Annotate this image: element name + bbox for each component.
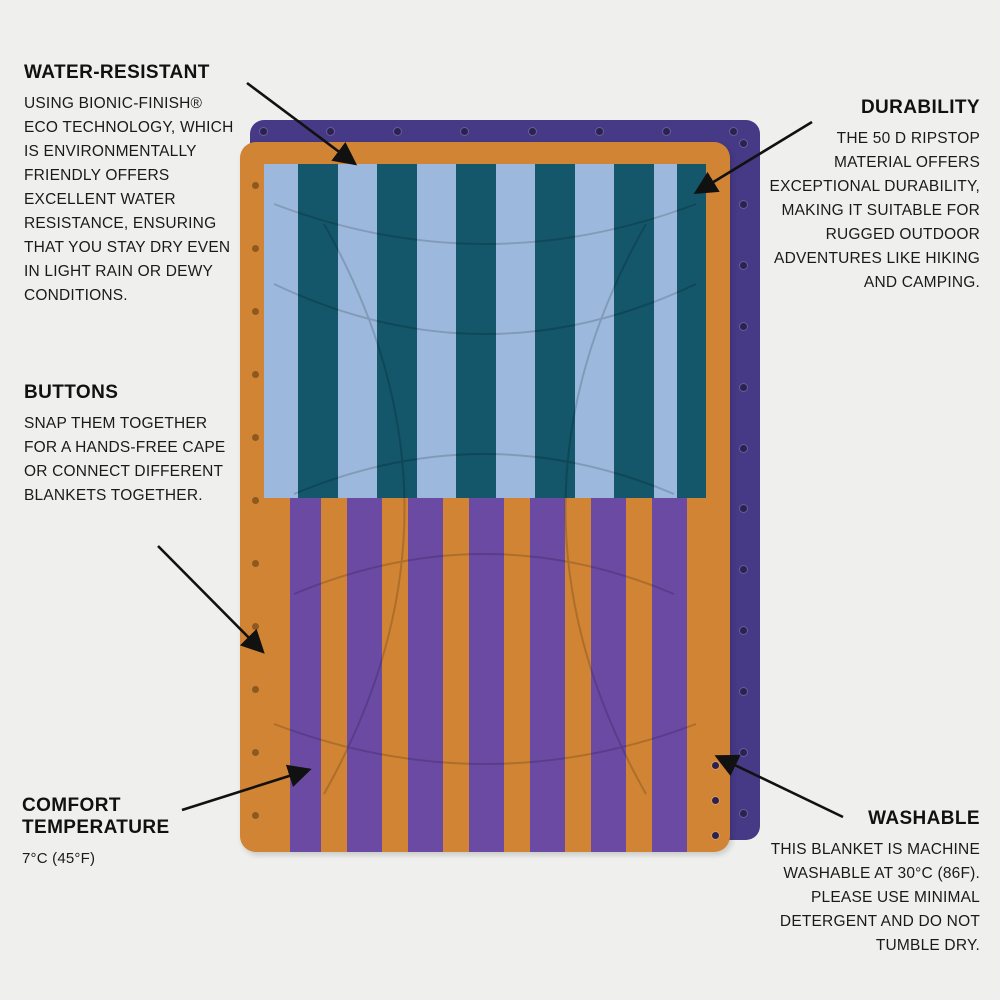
- snap-button: [663, 128, 670, 135]
- stripe: [456, 164, 496, 498]
- callout-body-washable: THIS BLANKET IS MACHINE WASHABLE AT 30°C (86F). PLEASE USE MINIMAL DETERGENT AND DO NOT TUMBLE DRY.: [770, 841, 980, 955]
- snap-button: [252, 686, 259, 693]
- snap-button: [740, 201, 747, 208]
- snap-button: [252, 371, 259, 378]
- callout-buttons: [24, 382, 234, 508]
- snap-button: [252, 623, 259, 630]
- stripe: [614, 164, 654, 498]
- snap-button: [740, 505, 747, 512]
- snap-button: [740, 140, 747, 147]
- callout-body-buttons: SNAP THEM TOGETHER FOR A HANDS-FREE CAPE OR CONNECT DIFFERENT BLANKETS TOGETHER.: [24, 415, 226, 505]
- upper-stripe-block: [264, 164, 706, 498]
- callout-body-durability: THE 50 D RIPSTOP MATERIAL OFFERS EXCEPTIONAL DURABILITY, MAKING IT SUITABLE FOR RUGGED OUTDOOR ADVENTURES LIKE HIKING AND CAMPING.: [769, 130, 980, 292]
- snap-button: [740, 323, 747, 330]
- stripe: [443, 498, 469, 852]
- snap-button: [596, 128, 603, 135]
- snap-button: [740, 688, 747, 695]
- stripe: [504, 498, 530, 852]
- snap-button: [252, 182, 259, 189]
- callout-durability: [760, 97, 980, 295]
- snap-button: [730, 128, 737, 135]
- snap-buttons-left-column: [250, 182, 260, 822]
- snap-button: [740, 445, 747, 452]
- blanket-front-panel: [240, 142, 730, 852]
- snap-button: [252, 812, 259, 819]
- snap-buttons-bottom-right: [710, 762, 720, 842]
- snap-button: [529, 128, 536, 135]
- stripe: [687, 498, 706, 852]
- callout-title-water-resistant: WATER-RESISTANT: [24, 62, 210, 83]
- lower-stripe-block: [264, 498, 706, 852]
- stripe: [264, 498, 290, 852]
- snap-button: [252, 497, 259, 504]
- callout-comfort-temperature: [22, 795, 222, 870]
- callout-title-comfort-temperature: COMFORT TEMPERATURE: [22, 795, 170, 838]
- callout-title-buttons: BUTTONS: [24, 382, 119, 403]
- stripe: [565, 498, 591, 852]
- snap-button: [252, 434, 259, 441]
- snap-button: [740, 384, 747, 391]
- snap-button: [327, 128, 334, 135]
- stripe: [677, 164, 706, 498]
- striped-face: [264, 164, 706, 852]
- snap-button: [252, 560, 259, 567]
- snap-button: [394, 128, 401, 135]
- snap-button: [252, 308, 259, 315]
- snap-button: [712, 832, 719, 839]
- stripe: [298, 164, 338, 498]
- snap-button: [740, 566, 747, 573]
- snap-button: [252, 245, 259, 252]
- snap-button: [740, 262, 747, 269]
- stripe: [321, 498, 347, 852]
- callout-body-comfort-temperature: 7°C (45°F): [22, 850, 96, 867]
- snap-button: [252, 749, 259, 756]
- stripe: [377, 164, 417, 498]
- stripe: [626, 498, 652, 852]
- snap-button: [740, 627, 747, 634]
- callout-body-water-resistant: USING BIONIC-FINISH® ECO TECHNOLOGY, WHICH IS ENVIRONMENTALLY FRIENDLY OFFERS EXCELLENT WATER RESISTANCE, ENSURING THAT YOU STAY DRY EVEN IN LIGHT RAIN OR DEWY CONDITIONS.: [24, 95, 234, 305]
- callout-water-resistant: [24, 62, 239, 308]
- callout-washable: [730, 808, 980, 958]
- snap-button: [260, 128, 267, 135]
- stripe: [382, 498, 408, 852]
- snap-buttons-right-row: [738, 140, 752, 820]
- snap-button: [740, 749, 747, 756]
- snap-button: [712, 797, 719, 804]
- stripe: [535, 164, 575, 498]
- callout-title-washable: WASHABLE: [868, 808, 980, 829]
- product-image: [240, 120, 760, 860]
- callout-title-durability: DURABILITY: [860, 97, 980, 118]
- snap-button: [712, 762, 719, 769]
- snap-buttons-top-row: [260, 125, 740, 139]
- snap-button: [461, 128, 468, 135]
